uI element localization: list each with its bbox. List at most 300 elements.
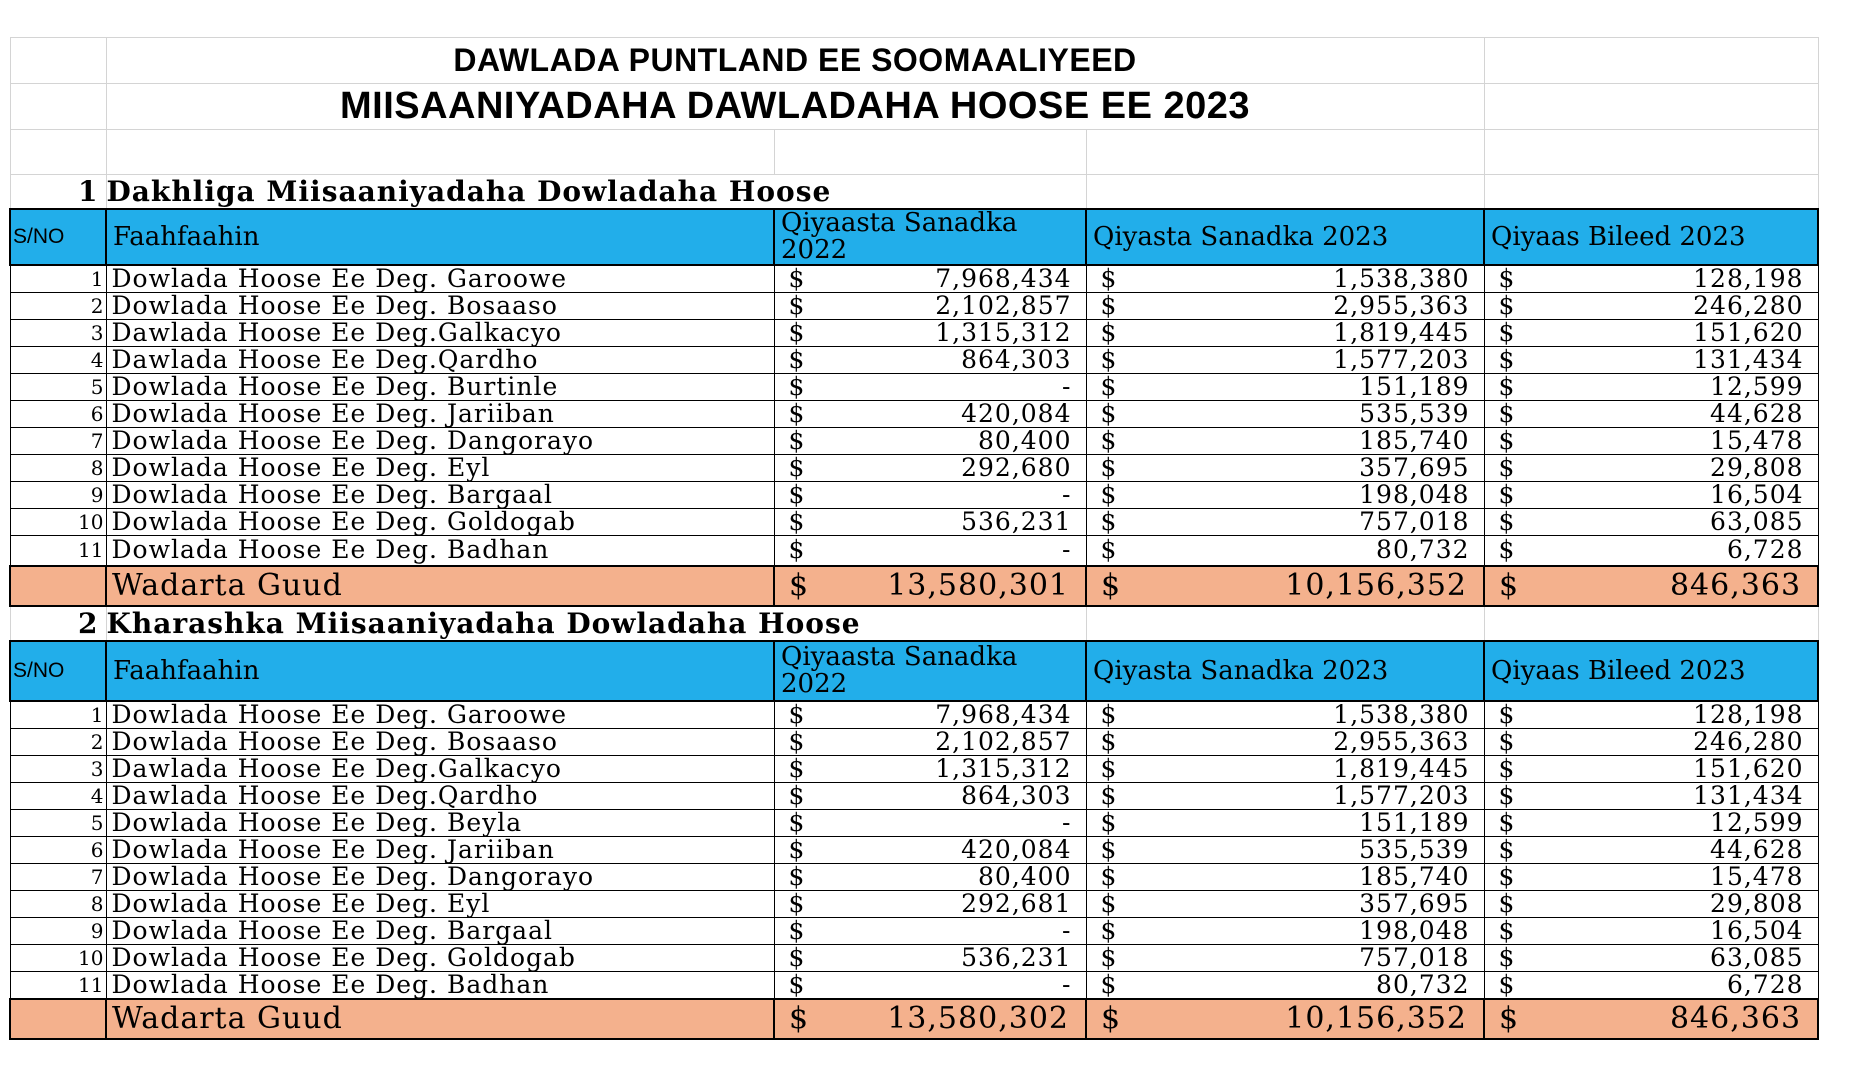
cell-qiyaasta-2022-value: 7,968,434 [935, 700, 1072, 728]
total-label: Wadarta Guud [106, 999, 774, 1039]
total-qiyaas-bileed-value: 846,363 [1669, 1001, 1802, 1036]
currency-symbol: $ [1100, 755, 1118, 782]
currency-symbol: $ [1498, 454, 1516, 482]
cell-qiyaas-bileed-value: 128,198 [1693, 700, 1804, 728]
row-description[interactable]: Dawlada Hoose Ee Deg.Qardho [106, 782, 774, 809]
currency-symbol: $ [789, 568, 810, 603]
cell-qiyasta-2023-value: 2,955,363 [1333, 728, 1470, 755]
cell-qiyasta-2023-value: 198,048 [1359, 917, 1470, 944]
currency-symbol: $ [788, 971, 806, 999]
cell-qiyaas-bileed-value: 29,808 [1710, 890, 1804, 917]
cell-qiyasta-2023-value: 151,189 [1359, 373, 1470, 401]
cell-qiyaas-bileed-value: 63,085 [1710, 944, 1804, 971]
currency-symbol: $ [788, 481, 806, 509]
cell-qiyasta-2023[interactable] [1086, 374, 1484, 401]
table-row [10, 890, 1818, 917]
cell-qiyaas-bileed-value: 131,434 [1693, 346, 1804, 374]
cell-qiyasta-2023[interactable] [1086, 428, 1484, 455]
cell-qiyaas-bileed[interactable] [1484, 347, 1818, 374]
total-qiyaas-bileed-value: 846,363 [1669, 568, 1802, 603]
section-title-row [10, 606, 1818, 641]
cell-qiyasta-2023[interactable] [1086, 782, 1484, 809]
cell-qiyaas-bileed-value: 16,504 [1710, 481, 1804, 509]
currency-symbol: $ [1100, 944, 1118, 971]
row-description[interactable]: Dowlada Hoose Ee Deg. Eyl [106, 890, 774, 917]
cell-qiyasta-2023[interactable] [1086, 809, 1484, 836]
cell-qiyaasta-2022-value: - [1062, 917, 1072, 944]
cell-qiyaas-bileed[interactable] [1484, 755, 1818, 782]
currency-symbol: $ [1100, 319, 1118, 347]
currency-symbol: $ [788, 292, 806, 320]
row-description[interactable]: Dowlada Hoose Ee Deg. Goldogab [106, 509, 774, 536]
row-description[interactable]: Dowlada Hoose Ee Deg. Garoowe [106, 265, 774, 293]
cell-qiyaasta-2022-value: 80,400 [978, 427, 1072, 455]
total-row [10, 566, 1818, 606]
cell-qiyaas-bileed[interactable] [1484, 401, 1818, 428]
cell-qiyasta-2023[interactable] [1086, 265, 1484, 293]
table-row [10, 428, 1818, 455]
currency-symbol: $ [1100, 346, 1118, 374]
currency-symbol: $ [1100, 700, 1118, 728]
cell-qiyaasta-2022-value: 864,303 [961, 346, 1072, 374]
cell-qiyaas-bileed[interactable] [1484, 428, 1818, 455]
cell-qiyaasta-2022[interactable] [774, 320, 1086, 347]
cell-qiyaasta-2022-value: - [1062, 971, 1072, 999]
cell-qiyaas-bileed[interactable] [1484, 320, 1818, 347]
row-number: 11 [10, 536, 106, 566]
cell-qiyasta-2023-value: 1,819,445 [1333, 319, 1470, 347]
cell-qiyaas-bileed-value: 246,280 [1693, 292, 1804, 320]
total-qiyaasta-2022-value: 13,580,301 [887, 568, 1069, 603]
cell-qiyaasta-2022[interactable] [774, 755, 1086, 782]
table-row [10, 401, 1818, 428]
currency-symbol: $ [1498, 346, 1516, 374]
row-description[interactable]: Dowlada Hoose Ee Deg. Burtinle [106, 374, 774, 401]
total-qiyaas-bileed[interactable] [1484, 999, 1818, 1039]
cell-qiyaas-bileed[interactable] [1484, 728, 1818, 755]
currency-symbol: $ [1498, 809, 1516, 836]
currency-symbol: $ [1498, 917, 1516, 944]
row-number: 6 [10, 836, 106, 863]
cell-qiyaasta-2022[interactable] [774, 809, 1086, 836]
table-row [10, 971, 1818, 999]
total-qiyaasta-2022-value: 13,580,302 [887, 1001, 1069, 1036]
cell-qiyaasta-2022[interactable] [774, 728, 1086, 755]
row-number: 5 [10, 374, 106, 401]
currency-symbol: $ [1100, 508, 1118, 536]
row-number: 5 [10, 809, 106, 836]
currency-symbol: $ [788, 319, 806, 347]
currency-symbol: $ [788, 890, 806, 917]
cell-qiyaasta-2022[interactable] [774, 782, 1086, 809]
header-qiyaasta-2022: Qiyaasta Sanadka 2022 [774, 209, 1086, 265]
title-line-2: MIISAANIYADAHA DAWLADAHA HOOSE EE 2023 [106, 84, 1484, 130]
row-number: 3 [10, 755, 106, 782]
currency-symbol: $ [788, 836, 806, 863]
cell-qiyaasta-2022[interactable] [774, 509, 1086, 536]
currency-symbol: $ [1498, 890, 1516, 917]
cell-qiyaasta-2022[interactable] [774, 863, 1086, 890]
currency-symbol: $ [1498, 400, 1516, 428]
total-qiyaasta-2022[interactable] [774, 566, 1086, 606]
table-row [10, 728, 1818, 755]
cell-qiyaasta-2022-value: 292,681 [961, 890, 1072, 917]
currency-symbol: $ [1498, 292, 1516, 320]
cell-qiyasta-2023[interactable] [1086, 863, 1484, 890]
cell-qiyaasta-2022[interactable] [774, 428, 1086, 455]
cell-qiyasta-2023-value: 151,189 [1359, 809, 1470, 836]
row-description[interactable]: Dowlada Hoose Ee Deg. Bargaal [106, 482, 774, 509]
cell-qiyaasta-2022[interactable] [774, 347, 1086, 374]
cell-qiyaas-bileed[interactable] [1484, 265, 1818, 293]
cell-qiyasta-2023-value: 2,955,363 [1333, 292, 1470, 320]
cell-qiyasta-2023[interactable] [1086, 728, 1484, 755]
cell-qiyaasta-2022-value: 864,303 [961, 782, 1072, 809]
total-row [10, 999, 1818, 1039]
cell-qiyaasta-2022[interactable] [774, 455, 1086, 482]
cell-qiyaasta-2022[interactable] [774, 482, 1086, 509]
row-description[interactable]: Dawlada Hoose Ee Deg.Galkacyo [106, 320, 774, 347]
table-row [10, 809, 1818, 836]
cell-qiyasta-2023[interactable] [1086, 509, 1484, 536]
table-row [10, 455, 1818, 482]
cell-qiyaasta-2022[interactable] [774, 971, 1086, 999]
currency-symbol: $ [1100, 400, 1118, 428]
row-number: 4 [10, 347, 106, 374]
cell-qiyaasta-2022-value: - [1062, 481, 1072, 509]
row-description[interactable]: Dowlada Hoose Ee Deg. Jariiban [106, 836, 774, 863]
total-qiyasta-2023[interactable] [1086, 566, 1484, 606]
cell-qiyaas-bileed[interactable] [1484, 890, 1818, 917]
cell-qiyaas-bileed[interactable] [1484, 809, 1818, 836]
cell-qiyasta-2023[interactable] [1086, 755, 1484, 782]
column-header-row [10, 209, 1818, 265]
cell-qiyasta-2023-value: 1,577,203 [1333, 782, 1470, 809]
row-number: 9 [10, 917, 106, 944]
currency-symbol: $ [1100, 863, 1118, 890]
cell-qiyasta-2023-value: 185,740 [1359, 863, 1470, 890]
row-description[interactable]: Dowlada Hoose Ee Deg. Jariiban [106, 401, 774, 428]
cell-qiyaasta-2022-value: 536,231 [961, 508, 1072, 536]
cell-qiyaasta-2022[interactable] [774, 701, 1086, 729]
currency-symbol: $ [1100, 782, 1118, 809]
cell-qiyaasta-2022-value: 1,315,312 [935, 755, 1072, 782]
cell-qiyaas-bileed[interactable] [1484, 293, 1818, 320]
cell-qiyaas-bileed[interactable] [1484, 482, 1818, 509]
cell-qiyaasta-2022[interactable] [774, 536, 1086, 566]
row-number: 1 [10, 701, 106, 729]
table-row [10, 863, 1818, 890]
cell-qiyaasta-2022[interactable] [774, 890, 1086, 917]
currency-symbol: $ [1498, 535, 1516, 565]
budget-sheet [9, 37, 1817, 1040]
cell-qiyaasta-2022-value: 420,084 [961, 836, 1072, 863]
currency-symbol: $ [1100, 427, 1118, 455]
row-number: 1 [10, 265, 106, 293]
cell-qiyaas-bileed[interactable] [1484, 536, 1818, 566]
currency-symbol: $ [1100, 454, 1118, 482]
section-title: Dakhliga Miisaaniyadaha Dowladaha Hoose [106, 175, 1086, 210]
cell-qiyasta-2023-value: 1,538,380 [1333, 700, 1470, 728]
row-number: 6 [10, 401, 106, 428]
header-qiyaas-bileed-2023: Qiyaas Bileed 2023 [1484, 209, 1818, 265]
row-description[interactable]: Dowlada Hoose Ee Deg. Badhan [106, 536, 774, 566]
cell-qiyasta-2023[interactable] [1086, 482, 1484, 509]
row-number: 7 [10, 863, 106, 890]
cell-qiyasta-2023-value: 1,819,445 [1333, 755, 1470, 782]
cell-qiyaas-bileed-value: 151,620 [1693, 755, 1804, 782]
header-qiyasta-2023: Qiyasta Sanadka 2023 [1086, 641, 1484, 701]
row-description[interactable]: Dowlada Hoose Ee Deg. Eyl [106, 455, 774, 482]
cell-qiyaasta-2022[interactable] [774, 401, 1086, 428]
cell-qiyasta-2023[interactable] [1086, 971, 1484, 999]
cell-qiyaas-bileed[interactable] [1484, 374, 1818, 401]
header-qiyaas-bileed-2023: Qiyaas Bileed 2023 [1484, 641, 1818, 701]
currency-symbol: $ [1100, 890, 1118, 917]
cell-qiyaas-bileed-value: 16,504 [1710, 917, 1804, 944]
total-qiyasta-2023[interactable] [1086, 999, 1484, 1039]
cell-qiyasta-2023[interactable] [1086, 293, 1484, 320]
cell-qiyasta-2023[interactable] [1086, 701, 1484, 729]
cell-qiyasta-2023-value: 535,539 [1359, 400, 1470, 428]
row-description[interactable]: Dowlada Hoose Ee Deg. Bargaal [106, 917, 774, 944]
cell-qiyaas-bileed-value: 63,085 [1710, 508, 1804, 536]
cell-qiyasta-2023[interactable] [1086, 320, 1484, 347]
table-row [10, 293, 1818, 320]
cell-qiyaasta-2022-value: 420,084 [961, 400, 1072, 428]
cell-qiyaasta-2022-value: 7,968,434 [935, 265, 1072, 293]
currency-symbol: $ [1498, 755, 1516, 782]
cell-qiyasta-2023-value: 80,732 [1376, 535, 1470, 565]
cell-qiyaas-bileed-value: 128,198 [1693, 265, 1804, 293]
row-description[interactable]: Dowlada Hoose Ee Deg. Bosaaso [106, 293, 774, 320]
cell-qiyaas-bileed[interactable] [1484, 863, 1818, 890]
table-row [10, 482, 1818, 509]
total-qiyaas-bileed[interactable] [1484, 566, 1818, 606]
total-qiyasta-2023-value: 10,156,352 [1285, 1001, 1468, 1036]
currency-symbol: $ [1499, 568, 1520, 603]
cell-qiyaas-bileed[interactable] [1484, 971, 1818, 999]
budget-table [9, 37, 1819, 1040]
cell-qiyaas-bileed[interactable] [1484, 782, 1818, 809]
table-row [10, 374, 1818, 401]
currency-symbol: $ [1498, 863, 1516, 890]
row-number: 2 [10, 293, 106, 320]
cell-qiyasta-2023-value: 757,018 [1359, 944, 1470, 971]
cell-qiyaasta-2022-value: 2,102,857 [935, 728, 1072, 755]
cell-qiyasta-2023-value: 357,695 [1359, 890, 1470, 917]
currency-symbol: $ [1498, 373, 1516, 401]
cell-qiyasta-2023[interactable] [1086, 347, 1484, 374]
header-qiyaasta-2022: Qiyaasta Sanadka 2022 [774, 641, 1086, 701]
currency-symbol: $ [1498, 481, 1516, 509]
cell-qiyasta-2023[interactable] [1086, 401, 1484, 428]
section-title: Kharashka Miisaaniyadaha Dowladaha Hoose [106, 606, 1086, 641]
table-row [10, 320, 1818, 347]
section-number: 1 [10, 175, 106, 210]
row-description[interactable]: Dowlada Hoose Ee Deg. Dangorayo [106, 863, 774, 890]
cell-qiyaas-bileed[interactable] [1484, 917, 1818, 944]
row-number: 8 [10, 890, 106, 917]
section-title-row [10, 175, 1818, 210]
cell-qiyaasta-2022-value: - [1062, 373, 1072, 401]
cell-qiyasta-2023[interactable] [1086, 455, 1484, 482]
cell-qiyasta-2023[interactable] [1086, 836, 1484, 863]
cell-qiyasta-2023-value: 80,732 [1376, 971, 1470, 999]
currency-symbol: $ [1100, 917, 1118, 944]
cell-qiyaas-bileed-value: 151,620 [1693, 319, 1804, 347]
currency-symbol: $ [788, 782, 806, 809]
cell-qiyaasta-2022[interactable] [774, 265, 1086, 293]
table-row [10, 755, 1818, 782]
currency-symbol: $ [1100, 292, 1118, 320]
cell-qiyaasta-2022-value: 1,315,312 [935, 319, 1072, 347]
currency-symbol: $ [1100, 971, 1118, 999]
cell-qiyasta-2023-value: 185,740 [1359, 427, 1470, 455]
header-description: Faahfaahin [106, 641, 774, 701]
currency-symbol: $ [788, 265, 806, 293]
cell-qiyaas-bileed-value: 6,728 [1726, 971, 1804, 999]
table-row [10, 944, 1818, 971]
section-number: 2 [10, 606, 106, 641]
cell-qiyaas-bileed[interactable] [1484, 701, 1818, 729]
currency-symbol: $ [788, 373, 806, 401]
cell-qiyasta-2023[interactable] [1086, 917, 1484, 944]
currency-symbol: $ [788, 400, 806, 428]
currency-symbol: $ [788, 944, 806, 971]
header-description: Faahfaahin [106, 209, 774, 265]
table-row [10, 347, 1818, 374]
cell-qiyaasta-2022-value: 536,231 [961, 944, 1072, 971]
currency-symbol: $ [788, 863, 806, 890]
cell-qiyasta-2023[interactable] [1086, 944, 1484, 971]
table-row [10, 917, 1818, 944]
row-description[interactable]: Dowlada Hoose Ee Deg. Garoowe [106, 701, 774, 729]
currency-symbol: $ [1498, 700, 1516, 728]
table-row [10, 836, 1818, 863]
currency-symbol: $ [1498, 319, 1516, 347]
currency-symbol: $ [788, 346, 806, 374]
cell-qiyaas-bileed-value: 15,478 [1710, 427, 1804, 455]
row-number: 8 [10, 455, 106, 482]
total-label: Wadarta Guud [106, 566, 774, 606]
row-description[interactable]: Dowlada Hoose Ee Deg. Badhan [106, 971, 774, 999]
cell-qiyaasta-2022[interactable] [774, 917, 1086, 944]
currency-symbol: $ [1498, 944, 1516, 971]
currency-symbol: $ [1101, 1001, 1122, 1036]
currency-symbol: $ [1498, 728, 1516, 755]
currency-symbol: $ [788, 809, 806, 836]
title-line-1: DAWLADA PUNTLAND EE SOOMAALIYEED [106, 38, 1484, 84]
cell-qiyaas-bileed-value: 15,478 [1710, 863, 1804, 890]
cell-qiyasta-2023-value: 757,018 [1359, 508, 1470, 536]
cell-qiyasta-2023-value: 198,048 [1359, 481, 1470, 509]
row-number: 2 [10, 728, 106, 755]
total-qiyasta-2023-value: 10,156,352 [1285, 568, 1468, 603]
cell-qiyaasta-2022-value: - [1062, 809, 1072, 836]
currency-symbol: $ [1498, 427, 1516, 455]
cell-qiyaas-bileed-value: 131,434 [1693, 782, 1804, 809]
row-number: 7 [10, 428, 106, 455]
cell-qiyaas-bileed[interactable] [1484, 509, 1818, 536]
currency-symbol: $ [788, 755, 806, 782]
cell-qiyasta-2023-value: 1,577,203 [1333, 346, 1470, 374]
currency-symbol: $ [788, 508, 806, 536]
currency-symbol: $ [1100, 265, 1118, 293]
currency-symbol: $ [789, 1001, 810, 1036]
row-description[interactable]: Dowlada Hoose Ee Deg. Goldogab [106, 944, 774, 971]
cell-qiyaasta-2022[interactable] [774, 293, 1086, 320]
currency-symbol: $ [788, 427, 806, 455]
row-description[interactable]: Dawlada Hoose Ee Deg.Galkacyo [106, 755, 774, 782]
cell-qiyaas-bileed-value: 44,628 [1710, 836, 1804, 863]
table-row [10, 265, 1818, 293]
currency-symbol: $ [788, 728, 806, 755]
table-row [10, 701, 1818, 729]
cell-qiyaasta-2022-value: - [1062, 535, 1072, 565]
currency-symbol: $ [1498, 782, 1516, 809]
cell-qiyasta-2023[interactable] [1086, 536, 1484, 566]
row-description[interactable]: Dowlada Hoose Ee Deg. Bosaaso [106, 728, 774, 755]
header-qiyasta-2023: Qiyasta Sanadka 2023 [1086, 209, 1484, 265]
row-description[interactable]: Dowlada Hoose Ee Deg. Dangorayo [106, 428, 774, 455]
row-description[interactable]: Dawlada Hoose Ee Deg.Qardho [106, 347, 774, 374]
total-qiyaasta-2022[interactable] [774, 999, 1086, 1039]
currency-symbol: $ [788, 700, 806, 728]
cell-qiyaas-bileed-value: 29,808 [1710, 454, 1804, 482]
cell-qiyaas-bileed[interactable] [1484, 944, 1818, 971]
cell-qiyaasta-2022-value: 80,400 [978, 863, 1072, 890]
currency-symbol: $ [1100, 373, 1118, 401]
column-header-row [10, 641, 1818, 701]
table-row [10, 536, 1818, 566]
cell-qiyaas-bileed[interactable] [1484, 455, 1818, 482]
currency-symbol: $ [1100, 836, 1118, 863]
currency-symbol: $ [788, 454, 806, 482]
cell-qiyaas-bileed-value: 12,599 [1710, 809, 1804, 836]
currency-symbol: $ [788, 535, 806, 565]
currency-symbol: $ [1100, 481, 1118, 509]
cell-qiyaas-bileed-value: 6,728 [1726, 535, 1804, 565]
currency-symbol: $ [1100, 809, 1118, 836]
table-row [10, 782, 1818, 809]
row-number: 4 [10, 782, 106, 809]
currency-symbol: $ [1498, 836, 1516, 863]
cell-qiyaasta-2022-value: 292,680 [961, 454, 1072, 482]
cell-qiyaas-bileed-value: 12,599 [1710, 373, 1804, 401]
cell-qiyaasta-2022[interactable] [774, 944, 1086, 971]
cell-qiyaasta-2022[interactable] [774, 374, 1086, 401]
row-description[interactable]: Dowlada Hoose Ee Deg. Beyla [106, 809, 774, 836]
currency-symbol: $ [1499, 1001, 1520, 1036]
currency-symbol: $ [1100, 728, 1118, 755]
cell-qiyaas-bileed[interactable] [1484, 836, 1818, 863]
currency-symbol: $ [788, 917, 806, 944]
cell-qiyaas-bileed-value: 44,628 [1710, 400, 1804, 428]
cell-qiyasta-2023-value: 535,539 [1359, 836, 1470, 863]
currency-symbol: $ [1498, 265, 1516, 293]
currency-symbol: $ [1498, 971, 1516, 999]
row-number: 10 [10, 509, 106, 536]
cell-qiyasta-2023[interactable] [1086, 890, 1484, 917]
row-number: 11 [10, 971, 106, 999]
header-sno: S/NO [10, 641, 106, 701]
cell-qiyaasta-2022[interactable] [774, 836, 1086, 863]
cell-qiyaas-bileed-value: 246,280 [1693, 728, 1804, 755]
table-row [10, 509, 1818, 536]
currency-symbol: $ [1100, 535, 1118, 565]
currency-symbol: $ [1498, 508, 1516, 536]
